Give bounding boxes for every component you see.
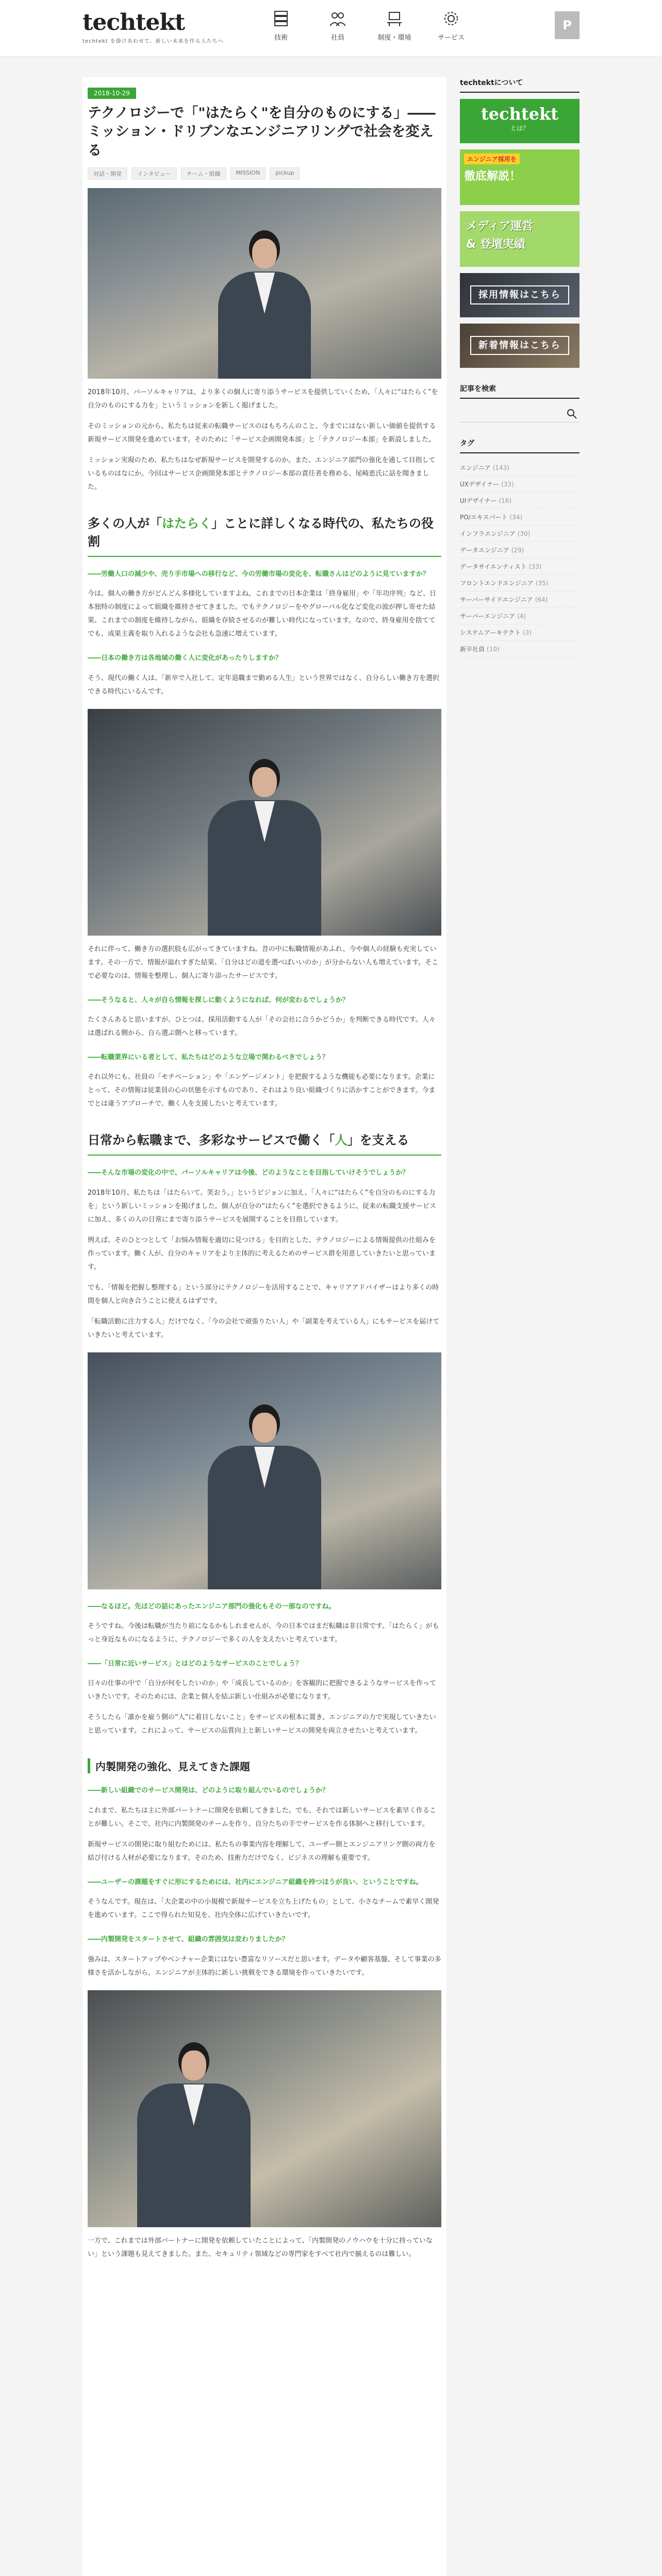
intro-paragraph: そのミッションの元から、私たちは従来の転職サービスのはもちろんのこと、今までにはない新しい価値を提供する新規サービス開発を進めています。そのために「サービス企画開発本部」と「テクノロジー本部」を新設しました。 bbox=[88, 422, 436, 444]
tag-list-item[interactable]: システムアーキテクト (3) bbox=[460, 624, 580, 641]
search-section bbox=[460, 383, 580, 422]
article-tag[interactable]: 対話・開発 bbox=[88, 167, 127, 180]
body-paragraph: そうなんです。現在は、「大企業の中の小規模で新規サービスを立ち上げたもの」として、小さなチームで素早く開発を進めています。ここで得られた知見を、社内全体に広げていきたいです。 bbox=[88, 1898, 439, 1920]
desk-icon bbox=[385, 9, 404, 28]
tag-list-item[interactable]: データエンジニア (29) bbox=[460, 542, 580, 558]
media-banner-line2: & 登壇実績 bbox=[466, 238, 525, 251]
interview-question: ――そうなると、人々が自ら情報を探しに動くようになれば、何が変わるでしょうか？ bbox=[88, 996, 349, 1004]
body-paragraph: 「転職活動に注力する人」だけでなく、「今の会社で頑張りたい人」や「副業を考えている人」にもサービスを届けていきたいと考えています。 bbox=[88, 1317, 440, 1339]
recruit-banner[interactable] bbox=[460, 149, 580, 205]
recruit-banner-headline: 徹底解説！ bbox=[464, 170, 521, 183]
section-heading: 多くの人が「はたらく」ことに詳しくなる時代の、私たちの役割 bbox=[88, 515, 441, 557]
site-logo[interactable] bbox=[82, 9, 224, 44]
body-paragraph: 強みは、スタートアップやベンチャー企業にはない豊富なリソースだと思います。データや顧客基盤、そして事業の多様さを活かしながら、エンジニアが主体的に新しい挑戦をできる環境を作っていきたいです。 bbox=[88, 1955, 441, 1977]
nav-label-tech: 技術 bbox=[274, 34, 288, 42]
tag-list-title: タグ bbox=[460, 438, 580, 453]
sidebar-about-title: techtektについて bbox=[460, 77, 580, 93]
logo-tagline: techtekt を掛けあわせて、新しい未来を作る人たちへ bbox=[82, 39, 224, 44]
interview-photo bbox=[88, 1352, 441, 1589]
search-icon[interactable] bbox=[566, 408, 577, 419]
body-paragraph: そうしたら「誰かを雇う側の“人”に着目しないこと」をサービスの根本に置き、エンジニアの力で実現していきたいと思っています。これによって、サービスの品質向上と新しいサービスの開発を両立させたいと考えています。 bbox=[88, 1714, 436, 1735]
media-banner[interactable] bbox=[460, 211, 580, 267]
nav-item-service[interactable] bbox=[423, 9, 479, 42]
article-date: 2018-10-29 bbox=[88, 88, 136, 99]
media-banner-line1: メディア運営 bbox=[466, 220, 534, 233]
body-paragraph: 2018年10月、私たちは「はたらいて、笑おう。」というビジョンに加え、「人々に“はたらく”を自分のものにする力を」という新しいミッションを掲げました。個人が自分の“はたらく”を選択できるように、従来の転職支援サービスに加え、多くの人の日常にまで寄り添うサービスを展開することを目指しています。 bbox=[88, 1189, 436, 1224]
interview-question: ――新しい組織でのサービス開発は、どのように取り組んでいるのでしょうか？ bbox=[88, 1787, 329, 1795]
tag-list-item[interactable]: データサイエンティスト (33) bbox=[460, 558, 580, 575]
tag-list bbox=[460, 438, 580, 657]
hero-photo bbox=[88, 188, 441, 379]
nav-item-people[interactable] bbox=[309, 9, 366, 42]
body-paragraph: 日々の仕事の中で「自分が何をしたいのか」や「成長しているのか」を客観的に把握できるようなサービスを作っていきたいです。そのためには、企業と個人を結ぶ新しい仕組みが必要になります。 bbox=[88, 1680, 437, 1701]
person-figure bbox=[137, 2042, 251, 2227]
nav-label-environment: 制度・環境 bbox=[377, 34, 411, 42]
about-banner[interactable] bbox=[460, 99, 580, 143]
interview-question: ――「日常に近いサービス」とはどのようなサービスのことでしょう？ bbox=[88, 1660, 303, 1668]
body-paragraph: 新規サービスの開発に取り組むためには、私たちの事業内容を理解して、ユーザー側とエンジニアリング側の両方を結び付ける人材が必要になります。そのため、技術力だけでなく、ビジネスの理解も重要です。 bbox=[88, 1840, 436, 1862]
interview-photo bbox=[88, 1990, 441, 2227]
server-icon bbox=[272, 9, 290, 28]
search-row bbox=[460, 405, 580, 422]
news-banner[interactable] bbox=[460, 324, 580, 368]
interview-photo bbox=[88, 709, 441, 936]
sidebar bbox=[460, 77, 580, 657]
about-banner-text: とは？ bbox=[510, 125, 529, 132]
about-banner-wordmark: techtekt bbox=[481, 104, 558, 124]
article-tag[interactable]: インタビュー bbox=[131, 167, 177, 180]
body-paragraph: それに伴って、働き方の選択肢も広がってきていますね。昔の中に転職情報があふれ、今や個人の経験も充実しています。その一方で、情報が溢れすぎた結果、「自分はどの道を選べばいいのか」が分からない人も増えています。そこで必要なのは、情報を整理し、個人に寄り添ったサービスです。 bbox=[88, 945, 439, 980]
nav-label-service: サービス bbox=[437, 34, 465, 42]
section-heading: 日常から転職まで、多彩なサービスで働く「人」を支える bbox=[88, 1131, 441, 1156]
interview-question: ――なるほど。先ほどの話にあったエンジニア部門の強化もその一部なのですね。 bbox=[88, 1602, 336, 1611]
interview-question: ――日本の働き方は各地域の働く人に変化があったりしますか？ bbox=[88, 654, 282, 663]
body-paragraph: 例えば、そのひとつとして「お悩み情報を適切に見つける」を目的とした、テクノロジーによる情報提供の仕組みを作っています。働く人が、自分のキャリアをより主体的に考えるためのサービス群を用意していきたいと思っています。 bbox=[88, 1236, 436, 1271]
article-tag[interactable]: チーム・組織 bbox=[181, 167, 226, 180]
gear-icon bbox=[442, 9, 460, 28]
jobs-banner[interactable] bbox=[460, 273, 580, 317]
nav-item-tech[interactable] bbox=[253, 9, 309, 42]
article-tag[interactable]: MISSION bbox=[230, 167, 266, 180]
person-figure bbox=[218, 230, 311, 379]
tag-list-item[interactable]: UIデザイナー (16) bbox=[460, 493, 580, 509]
body-paragraph: それ以外にも、社員の「モチベーション」や「エンゲージメント」を把握するような機能も必要になります。企業にとって、その情報は従業員の心の状態を示すものであり、それはより良い組織づくりに活かすことができます。今までとは違うアプローチで、働く人を支援したいと考えています。 bbox=[88, 1073, 436, 1108]
tag-list-item[interactable]: UXデザイナー (33) bbox=[460, 476, 580, 493]
recruit-banner-label: エンジニア採用を bbox=[464, 154, 520, 164]
logo-wordmark: techtekt bbox=[82, 9, 185, 36]
site-header bbox=[0, 0, 662, 57]
nav-label-people: 社員 bbox=[330, 34, 344, 42]
intro-paragraph: 2018年10月、パーソルキャリアは、より多くの個人に寄り添うサービスを提供していくため、「人々に“はたらく”を自分のものにする力を」というミッションを新しく掲げました。 bbox=[88, 388, 438, 410]
tag-list-item[interactable]: サーバーサイドエンジニア (64) bbox=[460, 591, 580, 608]
search-input[interactable] bbox=[460, 405, 580, 422]
body-paragraph: そう、現代の働く人は、「新卒で入社して、定年退職まで勤める人生」という世界ではなく、自分らしい働き方を選択できる時代にいるんです。 bbox=[88, 674, 439, 696]
tag-list-item[interactable]: インフラエンジニア (30) bbox=[460, 526, 580, 542]
article-main bbox=[82, 77, 446, 2576]
tag-list-item[interactable]: 新卒社員 (10) bbox=[460, 641, 580, 657]
person-figure bbox=[208, 1404, 321, 1589]
nav-item-environment[interactable] bbox=[366, 9, 423, 42]
main-nav bbox=[253, 9, 479, 42]
article-title: テクノロジーで「"はたらく"を自分のものにする」――ミッション・ドリブンなエンジニアリングで社会を変える bbox=[88, 105, 436, 159]
body-paragraph: 一方で、これまでは外部パートナーに開発を依頼していたことによって、「内製開発のノウハウを十分に持っていない」という課題も見えてきました。また、セキュリティ領域などの専門家をすべて社内で揃えるのは難しい。 bbox=[88, 2236, 433, 2258]
intro-paragraph: ミッション実現のため、私たちはなぜ新規サービスを開発するのか。また、エンジニア部門の強化を通して目指しているものはなにか。今回はサービス企画開発本部とテクノロジー本部の責任者を務める、尾崎恵氏に話を聞きました。 bbox=[88, 456, 436, 492]
jobs-banner-label: 採用情報はこちら bbox=[470, 285, 569, 304]
corporate-badge[interactable]: P bbox=[555, 11, 580, 39]
tag-list-item[interactable]: フロントエンドエンジニア (35) bbox=[460, 575, 580, 591]
article-tag[interactable]: pickup bbox=[270, 167, 300, 180]
section-subheading: 内製開発の強化、見えてきた課題 bbox=[88, 1758, 441, 1773]
interview-question: ――ユーザーの課題をすぐに形にするためには、社内にエンジニア組織を持つほうが良い、ということですね。 bbox=[88, 1878, 423, 1886]
body-paragraph: でも、「情報を把握し整理する」という部分にテクノロジーを活用することで、キャリアアドバイザーはより多くの時間を個人と向き合うことに使えるはずです。 bbox=[88, 1283, 439, 1305]
article-tags bbox=[88, 167, 441, 180]
body-paragraph: 今は、個人の働き方がどんどん多様化していますよね。これまでの日本企業は「終身雇用」や「年功序列」など、日本独特の制度によって組織を維持させてきました。でもテクノロジーをやグローバル化など変化の波が押し寄せた結果、これまでの制度を維持しながら、組織を存続させるのが難しい時代になっています。なので、終身雇用を捨ててでも、成果主義を取り入れるような会社も急速に増えています。 bbox=[88, 590, 437, 638]
person-figure bbox=[208, 759, 321, 936]
search-title: 記事を検索 bbox=[460, 383, 580, 399]
interview-question: ――そんな市場の変化の中で、パーソルキャリアは今後、どのようなことを目指していけそうでしょうか？ bbox=[88, 1169, 409, 1177]
interview-question: ――労働人口の減少や、売り手市場への移行など、今の労働市場の変化を、転職さんはどのように見ていますか？ bbox=[88, 570, 429, 578]
tag-list-item[interactable]: PO/エキスパート (34) bbox=[460, 509, 580, 526]
body-paragraph: そうですね。今後は転職が当たり前になるかもしれませんが、今の日本ではまだ転職は非日常です。「はたらく」がもっと身近なものになるように、テクノロジーで多くの人を支えたいと考えています。 bbox=[88, 1622, 439, 1644]
people-icon bbox=[328, 9, 347, 28]
tag-list-item[interactable]: サーバーエンジニア (4) bbox=[460, 608, 580, 624]
tag-list-item[interactable]: エンジニア (143) bbox=[460, 460, 580, 476]
interview-question: ――転職業界にいる者として、私たちはどのような立場で関わるべきでしょう？ bbox=[88, 1054, 329, 1062]
news-banner-label: 新着情報はこちら bbox=[470, 336, 569, 355]
body-paragraph: これまで、私たちは主に外部パートナーに開発を依頼してきました。でも、それでは新しいサービスを素早く作ることが難しい。そこで、社内に内製開発のチームを作り、自分たちの手でサービスを作る体制へと移行しています。 bbox=[88, 1806, 436, 1828]
interview-question: ――内製開発をスタートさせて、組織の雰囲気は変わりましたか？ bbox=[88, 1936, 289, 1944]
body-paragraph: たくさんあると思いますが、ひとつは、採用活動する人が「その会社に合うかどうか」を判断できる時代です。人々は選ばれる側から、自ら選ぶ側へと移っています。 bbox=[88, 1016, 436, 1038]
